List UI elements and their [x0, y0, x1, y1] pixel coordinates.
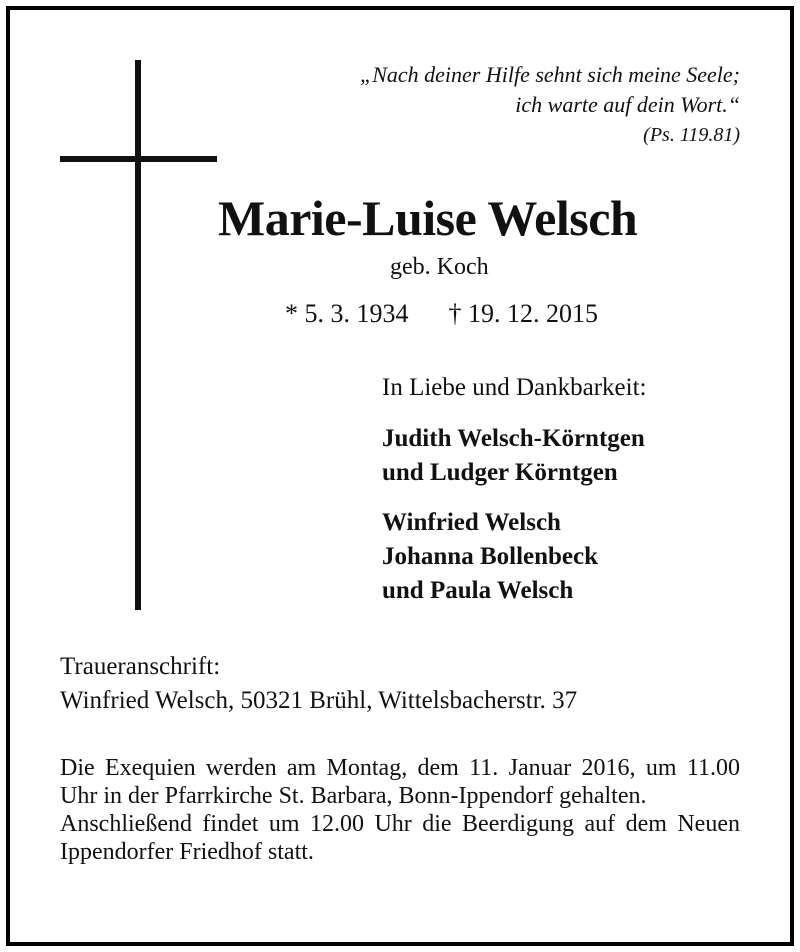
life-dates — [285, 298, 598, 330]
birth-date: * 5. 3. 1934 — [285, 299, 409, 328]
mourner-group — [382, 506, 645, 608]
mourner-group — [382, 422, 645, 490]
address-value: Winfried Welsch, 50321 Brühl, Wittelsbacherstr. 37 — [60, 687, 578, 714]
death-date: † 19. 12. 2015 — [448, 299, 598, 328]
quote-line-2: ich warte auf dein Wort.“ — [515, 92, 740, 117]
mourner-line: und Ludger Körntgen — [382, 459, 618, 486]
mourner-line: Johanna Bollenbeck — [382, 543, 599, 570]
birth-name: geb. Koch — [390, 254, 489, 280]
notice-paragraph: Anschließend findet um 12.00 Uhr die Beerdigung auf dem Neuen Ippendorfer Friedhof statt. — [60, 811, 740, 865]
quote-reference: (Ps. 119.81) — [643, 124, 740, 146]
notice-paragraph: Die Exequien werden am Montag, dem 11. Januar 2016, um 11.00 Uhr in der Pfarrkirche St. Barbara, Bonn-Ippendorf gehalten. — [60, 755, 740, 809]
deceased-name: Marie-Luise Welsch — [218, 190, 638, 246]
mourning-address — [60, 650, 577, 718]
quote-line-1: „Nach deiner Hilfe sehnt sich meine Seele; — [359, 62, 740, 87]
bible-quote — [220, 60, 740, 150]
cross-horizontal-bar — [60, 156, 217, 162]
mourner-line: Winfried Welsch — [382, 509, 561, 536]
mourners-intro: In Liebe und Dankbarkeit: — [382, 374, 647, 401]
address-label: Traueranschrift: — [60, 653, 221, 680]
mourner-line: Judith Welsch-Körntgen — [382, 425, 645, 452]
mourners-list — [382, 422, 645, 624]
mourner-line: und Paula Welsch — [382, 577, 574, 604]
funeral-notice — [60, 754, 740, 866]
cross-vertical-bar — [135, 60, 141, 610]
